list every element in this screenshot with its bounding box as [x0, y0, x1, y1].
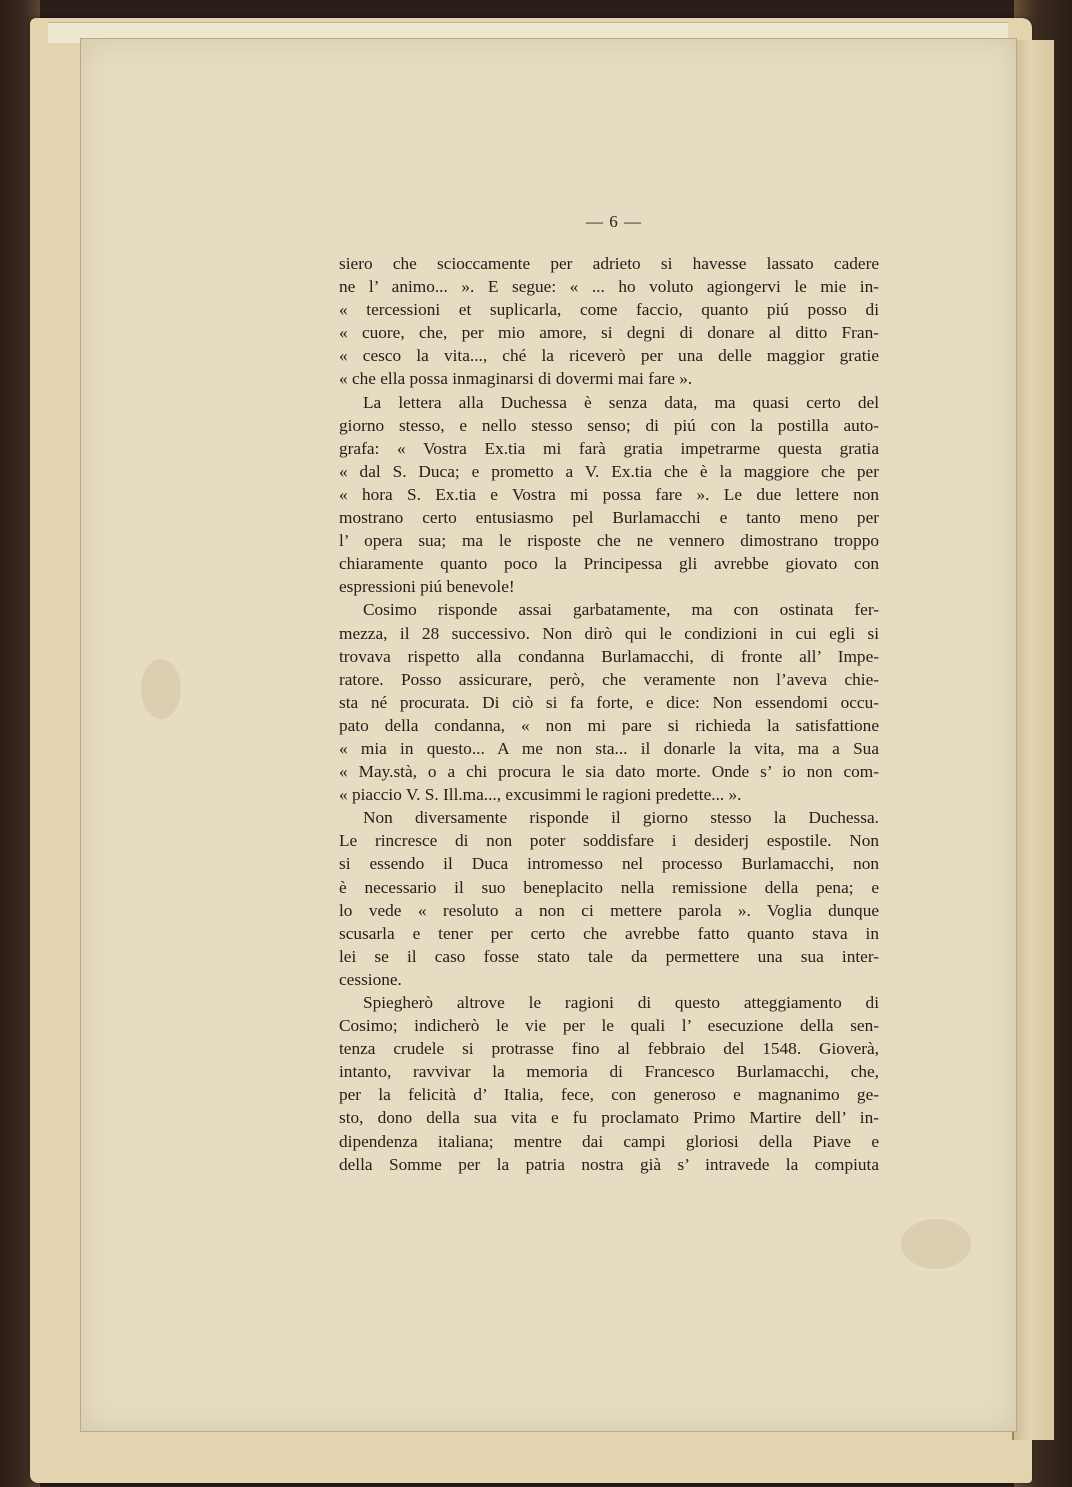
body-text — [339, 252, 879, 1176]
text-line: mezza, il 28 successivo. Non dirò qui le condizioni in cui egli si — [339, 623, 879, 643]
text-line: mostrano certo entusiasmo pel Burlamacchi e tanto meno per — [339, 508, 879, 528]
text-line: espressioni piú benevole! — [339, 577, 515, 597]
text-line: l’ opera sua; ma le risposte che ne vennero dimostrano troppo — [339, 531, 879, 551]
text-line: si essendo il Duca intromesso nel processo Burlamacchi, non — [339, 854, 879, 874]
text-line: « che ella possa inmaginarsi di dovermi mai fare ». — [339, 369, 693, 389]
paper-stain — [141, 659, 181, 719]
facing-page-edge — [1012, 40, 1054, 1440]
text-line: pato della condanna, « non mi pare si richieda la satisfattione — [339, 715, 879, 735]
text-line: « May.stà, o a chi procura le sia dato morte. Onde s’ io non com- — [339, 762, 879, 782]
text-line: « piaccio V. S. Ill.ma..., excusimmi le ragioni predette... ». — [339, 785, 742, 805]
text-line: La lettera alla Duchessa è senza data, ma quasi certo del — [363, 392, 879, 412]
text-line: scusarla e tener per certo che avrebbe fatto quanto stava in — [339, 923, 879, 943]
text-line: dipendenza italiana; mentre dai campi gloriosi della Piave e — [339, 1131, 879, 1151]
text-line: Cosimo; indicherò le vie per le quali l’ esecuzione della sen- — [339, 1016, 879, 1036]
text-line: Spiegherò altrove le ragioni di questo atteggiamento di — [363, 993, 879, 1012]
text-line: « cuore, che, per mio amore, si degni di donare al ditto Fran- — [339, 323, 879, 343]
text-line: ne l’ animo... ». E segue: « ... ho voluto agiongervi le mie in- — [339, 277, 879, 297]
text-line: trovava rispetto alla condanna Burlamacchi, di fronte all’ Impe- — [339, 646, 879, 666]
text-line: ratore. Posso assicurare, però, che veramente non l’aveva chie- — [339, 669, 879, 689]
page-number: — 6 — — [586, 212, 642, 231]
text-line: della Somme per la patria nostra già s’ intravede la compiuta — [339, 1154, 879, 1174]
paper-stain — [901, 1219, 971, 1269]
text-line: « dal S. Duca; e prometto a V. Ex.tia che è la maggiore che per — [339, 461, 879, 481]
text-line: chiaramente quanto poco la Principessa gli avrebbe giovato con — [339, 554, 879, 574]
text-line: « cesco la vita..., ché la riceverò per una delle maggior gratie — [339, 346, 879, 366]
text-line: Cosimo risponde assai garbatamente, ma con ostinata fer- — [363, 600, 879, 620]
text-line: sto, dono della sua vita e fu proclamato Primo Martire dell’ in- — [339, 1108, 879, 1128]
text-line: cessione. — [339, 969, 402, 989]
text-line: « mia in questo... A me non sta... il donarle la vita, ma a Sua — [339, 738, 879, 758]
text-line: è necessario il suo beneplacito nella remissione della pena; e — [339, 877, 879, 897]
text-line: lo vede « resoluto a non ci mettere parola ». Voglia dunque — [339, 900, 879, 920]
text-line: giorno stesso, e nello stesso senso; di piú con la postilla auto- — [339, 415, 879, 435]
text-line: Non diversamente risponde il giorno stesso la Duchessa. — [363, 808, 879, 828]
text-line: « hora S. Ex.tia e Vostra mi possa fare ». Le due lettere non — [339, 484, 879, 504]
text-line: tenza crudele si protrasse fino al febbraio del 1548. Gioverà, — [339, 1039, 879, 1059]
text-line: siero che scioccamente per adrieto si havesse lassato cadere — [339, 254, 879, 273]
text-line: « tercessioni et suplicarla, come faccio, quanto piú posso di — [339, 300, 879, 320]
text-line: sta né procurata. Di ciò si fa forte, e dice: Non essendomi occu- — [339, 692, 879, 712]
text-line: per la felicità d’ Italia, fece, con generoso e magnanimo ge- — [339, 1085, 879, 1105]
text-line: intanto, ravvivar la memoria di Francesco Burlamacchi, che, — [339, 1062, 879, 1082]
text-line: grafa: « Vostra Ex.tia mi farà gratia impetrarme questa gratia — [339, 438, 879, 458]
text-line: lei se il caso fosse stato tale da permettere una sua inter- — [339, 946, 879, 966]
text-line: Le rincresce di non poter soddisfare i desiderj espostile. Non — [339, 831, 879, 851]
